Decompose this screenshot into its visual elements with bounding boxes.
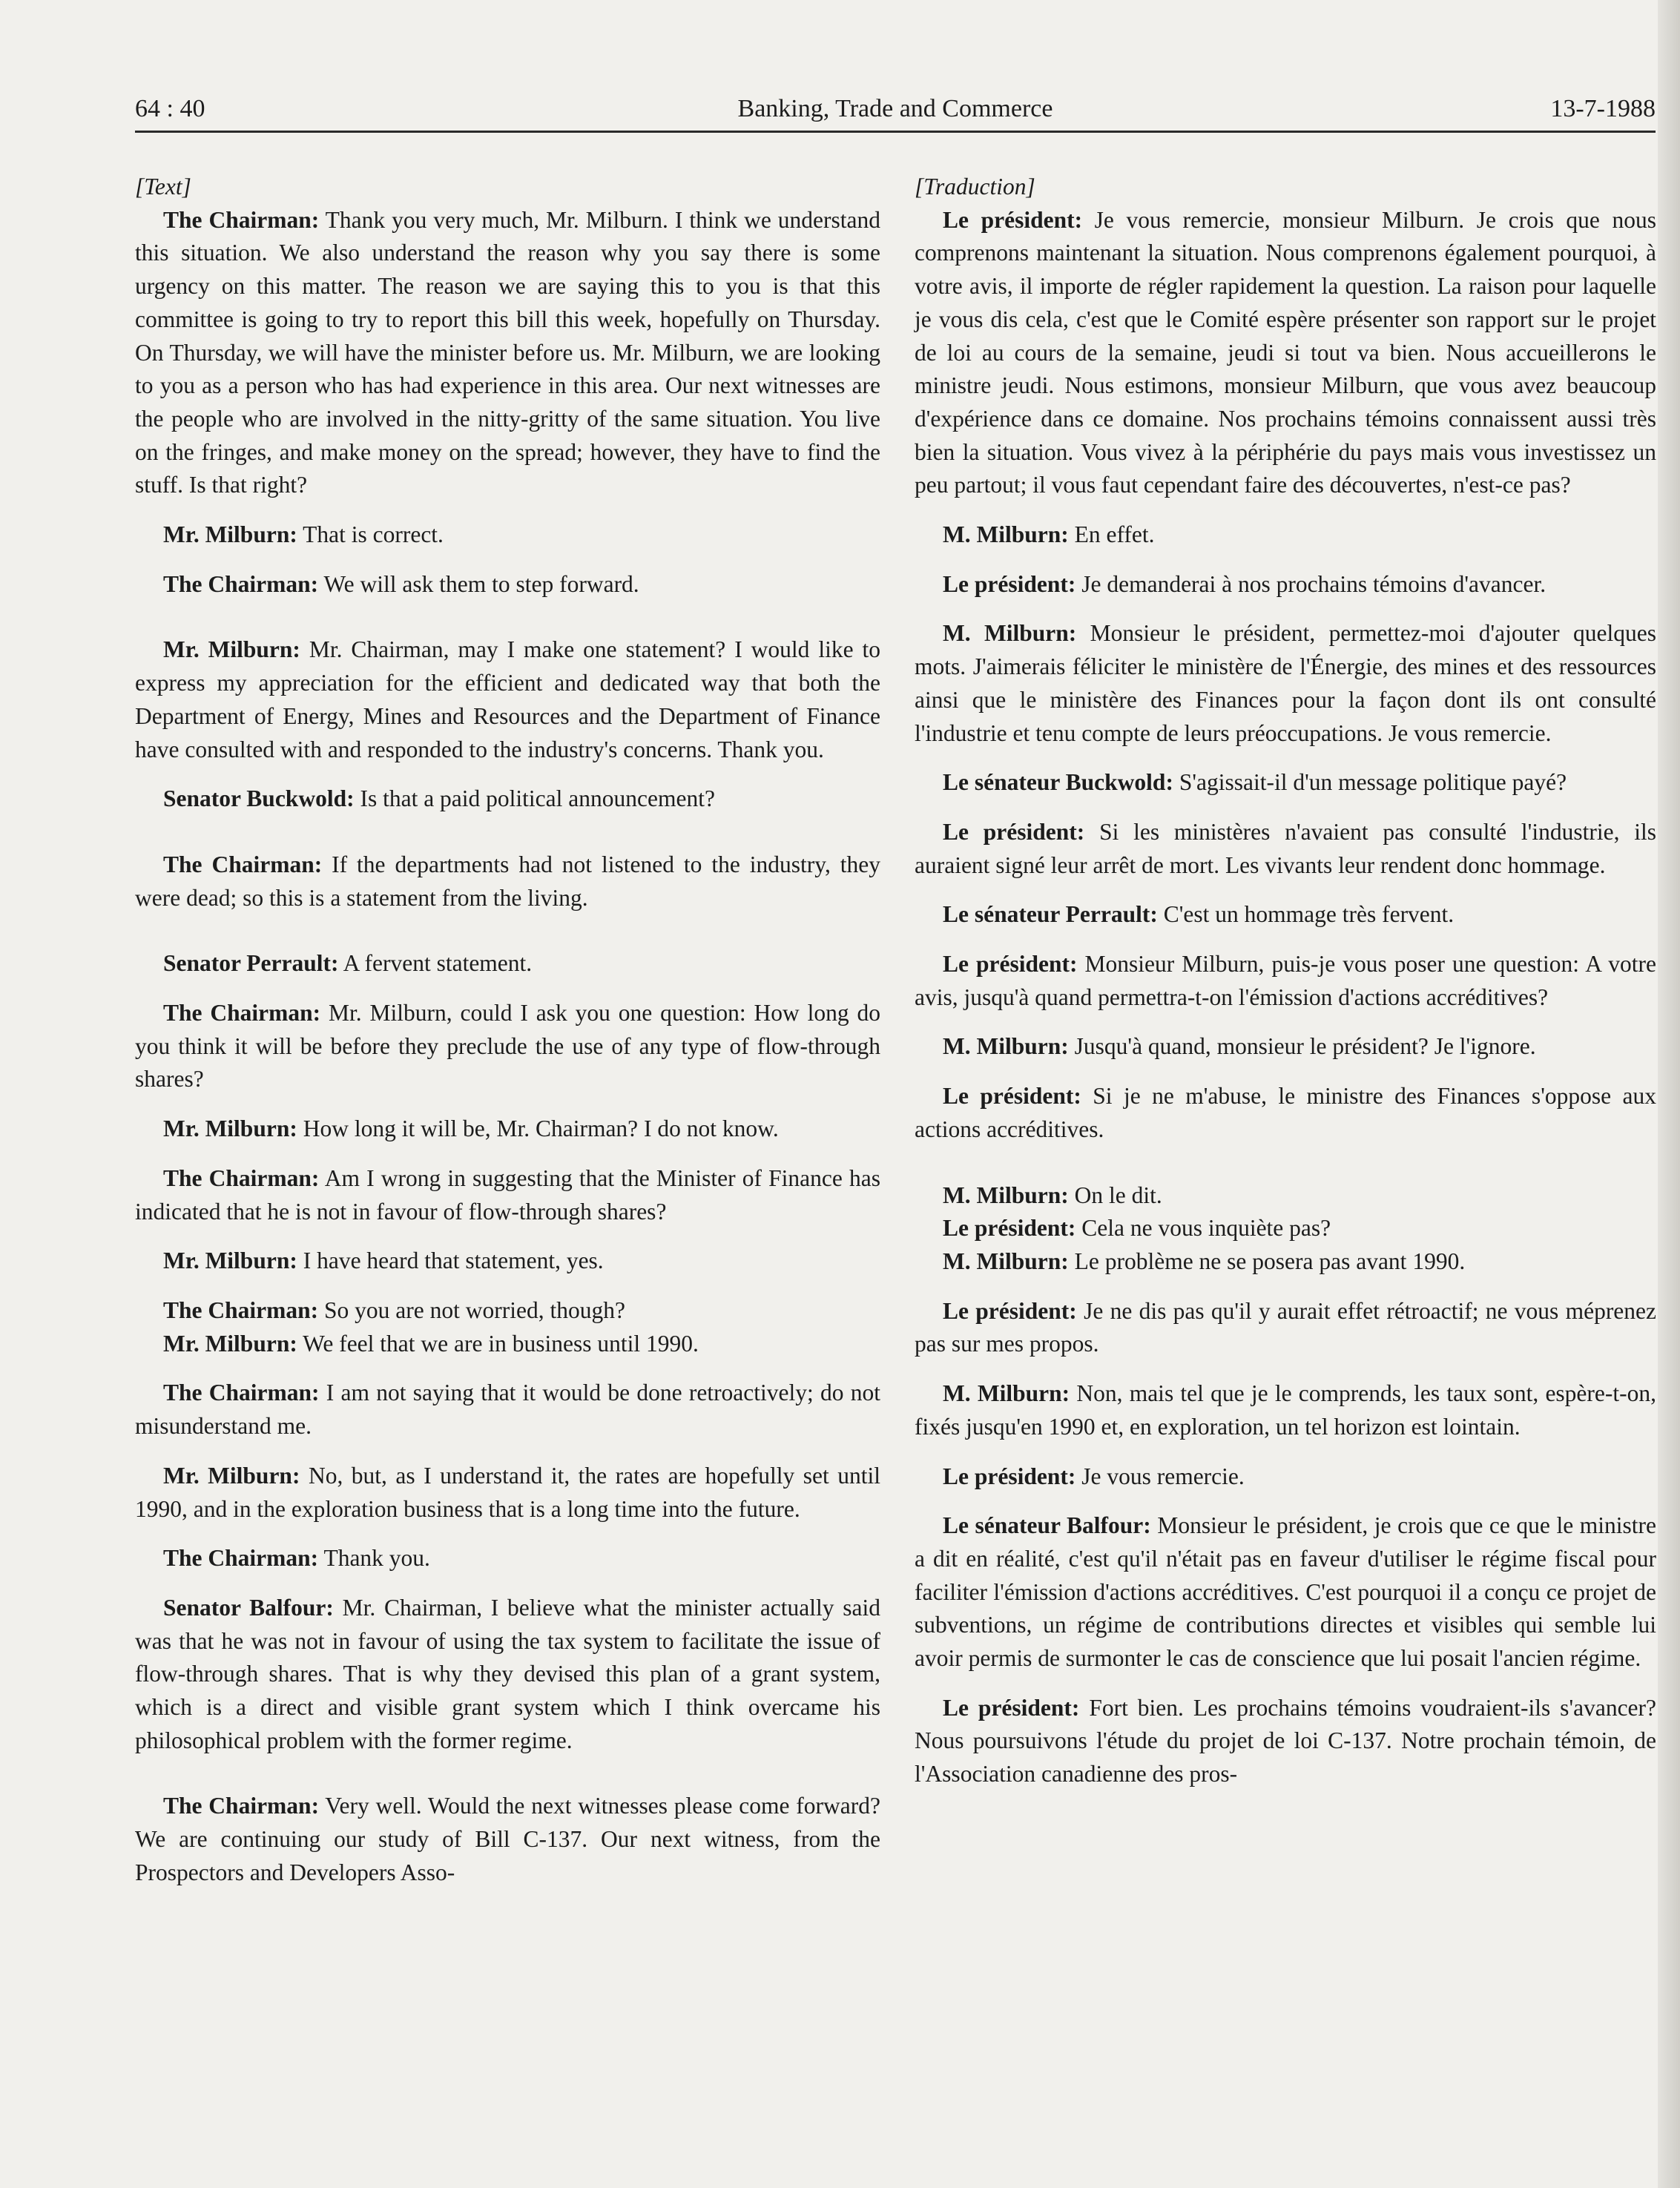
- speaker-label: Le président:: [943, 1463, 1076, 1489]
- speaker-label: The Chairman:: [163, 1793, 320, 1819]
- page-header: [135, 92, 1656, 133]
- en-paragraph-16: [135, 1542, 880, 1575]
- speech-text: En effet.: [1068, 521, 1155, 548]
- speaker-label: Mr. Milburn:: [163, 1462, 300, 1489]
- speech-text: I am not saying that it would be done retroactively; do not misunderstand me.: [135, 1380, 880, 1440]
- en-paragraph-7: [135, 947, 880, 981]
- fr-paragraph-5: [915, 766, 1656, 800]
- speech-text: Very well. Would the next witnesses please come forward? We are continuing our study of Bill C-137. Our next witness, from the Prospectors and Developers Asso-: [135, 1793, 880, 1885]
- fr-paragraph-17: [915, 1509, 1656, 1675]
- en-paragraph-5: [135, 782, 880, 816]
- speech-text: I have heard that statement, yes.: [297, 1248, 604, 1274]
- speech-text: Non, mais tel que je le comprends, les taux sont, espère-t-on, fixés jusqu'en 1990 et, en exploration, un tel horizon est lointain.: [915, 1380, 1656, 1440]
- speaker-label: Le président:: [943, 570, 1076, 597]
- speaker-label: M. Milburn:: [943, 1033, 1069, 1060]
- speech-text: So you are not worried, though?: [318, 1296, 625, 1323]
- speech-text: How long it will be, Mr. Chairman? I do not know.: [297, 1116, 779, 1142]
- speech-text: Jusqu'à quand, monsieur le président? Je l'ignore.: [1068, 1033, 1536, 1060]
- speech-text: Fort bien. Les prochains témoins voudraient-ils s'avancer? Nous poursuivons l'étude du projet de loi C-137. Notre prochain témoin, de l'Association canadienne des pros-: [915, 1694, 1657, 1787]
- speech-text: Cela ne vous inquiète pas?: [1075, 1215, 1331, 1242]
- speech-text: S'agissait-il d'un message politique payé?: [1173, 769, 1567, 796]
- header-date: 13-7-1988: [1550, 95, 1656, 122]
- en-paragraph-1: [135, 204, 880, 502]
- en-paragraph-4: [135, 633, 880, 766]
- en-paragraph-6: [135, 848, 880, 915]
- speech-text: Thank you very much, Mr. Milburn. I think we understand this situation. We also understand the reason why you say there is some urgency on this matter. The reason we are saying this to you is that this committee is going to try to report this bill this week, hopefully on Thursday. On Thursday, we will have the minister before us. Mr. Milburn, we are looking to you as a person who has had experience in this area. Our next witnesses are the people who are involved in the nitty-gritty of the same situation. You live on the fringes, and make money on the spread; however, they have to find the stuff. Is that right?: [135, 206, 880, 498]
- speaker-label: Le sénateur Buckwold:: [943, 769, 1173, 796]
- speech-text: Je demanderai à nos prochains témoins d'avancer.: [1075, 570, 1546, 597]
- speaker-label: The Chairman:: [163, 206, 320, 233]
- speech-text: C'est un hommage très fervent.: [1157, 901, 1455, 928]
- fr-paragraph-6: [915, 816, 1656, 882]
- speech-text: A fervent statement.: [338, 950, 533, 977]
- speaker-label: Mr. Milburn:: [163, 636, 300, 663]
- en-paragraph-3: [135, 568, 880, 602]
- speaker-label: The Chairman:: [163, 1380, 320, 1406]
- en-paragraph-18: [135, 1790, 880, 1889]
- speaker-label: M. Milburn:: [943, 1248, 1069, 1274]
- speech-text: Monsieur Milburn, puis-je vous poser une question: A votre avis, jusqu'à quand permettra-t-on l'émission d'actions accréditives?: [915, 951, 1657, 1010]
- speaker-label: The Chairman:: [163, 1164, 320, 1191]
- fr-paragraph-4: [915, 617, 1656, 750]
- speech-text: Si les ministères n'avaient pas consulté l'industrie, ils auraient signé leur arrêt de mort. Les vivants leur rendent donc hommage.: [915, 818, 1657, 878]
- speech-text: Le problème ne se posera pas avant 1990.: [1068, 1248, 1466, 1274]
- speaker-label: Le président:: [943, 1297, 1077, 1324]
- english-column: [135, 171, 880, 1890]
- french-language-tag: [Traduction]: [915, 174, 1035, 200]
- speaker-label: Mr. Milburn:: [163, 1116, 297, 1142]
- speaker-label: Le président:: [943, 206, 1083, 233]
- fr-paragraph-1: [915, 204, 1656, 502]
- en-paragraph-15: [135, 1460, 880, 1526]
- english-language-tag: [Text]: [135, 174, 191, 200]
- speaker-label: Le sénateur Perrault:: [943, 901, 1158, 928]
- speaker-label: Senator Balfour:: [163, 1594, 334, 1621]
- speaker-label: The Chairman:: [163, 1545, 319, 1572]
- speech-text: We feel that we are in business until 1990.: [297, 1330, 699, 1357]
- speaker-label: M. Milburn:: [943, 1182, 1069, 1208]
- speaker-label: Senator Perrault:: [163, 950, 339, 977]
- fr-paragraph-12: [915, 1212, 1656, 1245]
- speaker-label: Mr. Milburn:: [163, 1330, 297, 1357]
- fr-paragraph-13: [915, 1245, 1656, 1279]
- en-paragraph-2: [135, 518, 880, 552]
- speaker-label: Le président:: [943, 951, 1078, 978]
- en-paragraph-10: [135, 1162, 880, 1228]
- speech-text: That is correct.: [297, 521, 444, 548]
- speaker-label: Mr. Milburn:: [163, 1248, 297, 1274]
- speech-text: Monsieur le président, je crois que ce que le ministre a dit en réalité, c'est qu'il n'était pas en faveur d'utiliser le régime fiscal pour faciliter l'émission d'actions accréditives. C'est pourquoi il a conçu ce projet de subventions, un régime de contributions directes et visibles qui semble lui avoir permis de surmonter le cas de conscience que lui posait l'ancien régime.: [915, 1512, 1656, 1672]
- header-page-number: 64 : 40: [135, 95, 205, 122]
- fr-paragraph-10: [915, 1080, 1656, 1146]
- speaker-label: Le président:: [943, 1694, 1080, 1721]
- speaker-label: The Chairman:: [163, 1296, 319, 1323]
- speech-text: Je vous remercie.: [1075, 1463, 1245, 1489]
- fr-paragraph-3: [915, 568, 1656, 602]
- speaker-label: Le président:: [943, 1215, 1076, 1242]
- fr-paragraph-9: [915, 1030, 1656, 1064]
- en-paragraph-8: [135, 997, 880, 1096]
- speech-text: Je vous remercie, monsieur Milburn. Je crois que nous comprenons maintenant la situation. Nous comprenons également pourquoi, à votre avis, il importe de régler rapidement la question. La raison pour laquelle je vous dis cela, c'est que le Comité espère présenter son rapport sur le projet de loi au cours de la semaine, jeudi si tout va bien. Nous accueillerons le ministre jeudi. Nous estimons, monsieur Milburn, que vous avez beaucoup d'expérience dans ce domaine. Nos prochains témoins connaissent aussi très bien la situation. Vous vivez à la périphérie du pays mais vous investissez un peu partout; il vous faut cependant faire des découvertes, n'est-ce pas?: [915, 206, 1656, 498]
- speaker-label: M. Milburn:: [943, 1380, 1070, 1407]
- speech-text: Mr. Chairman, may I make one statement? I would like to express my appreciation for the efficient and dedicated way that both the Department of Energy, Mines and Resources and the Department of Finance have consulted with and responded to the industry's concerns. Thank you.: [135, 636, 881, 762]
- speech-text: Mr. Milburn, could I ask you one question: How long do you think it will be before they preclude the use of any type of flow-through shares?: [135, 1000, 880, 1093]
- en-paragraph-11: [135, 1245, 880, 1278]
- speech-text: We will ask them to step forward.: [318, 570, 639, 597]
- speech-text: Mr. Chairman, I believe what the minister actually said was that he was not in favour of using the tax system to facilitate the issue of flow-through shares. That is why they devised this plan of a grant system, which is a direct and visible grant system which I think overcame his philosophical problem with the former regime.: [135, 1594, 880, 1753]
- speaker-label: M. Milburn:: [943, 521, 1069, 548]
- speech-text: Am I wrong in suggesting that the Minister of Finance has indicated that he is not in favour of flow-through shares?: [135, 1164, 880, 1225]
- fr-paragraph-7: [915, 898, 1656, 932]
- fr-paragraph-15: [915, 1377, 1656, 1443]
- en-paragraph-14: [135, 1377, 880, 1443]
- fr-paragraph-2: [915, 518, 1656, 552]
- speech-text: If the departments had not listened to the industry, they were dead; so this is a statement from the living.: [135, 851, 880, 911]
- en-paragraph-12: [135, 1294, 880, 1328]
- speech-text: Je ne dis pas qu'il y aurait effet rétroactif; ne vous méprenez pas sur mes propos.: [915, 1297, 1657, 1357]
- en-paragraph-17: [135, 1592, 880, 1758]
- fr-paragraph-16: [915, 1460, 1656, 1494]
- speaker-label: Mr. Milburn:: [163, 521, 297, 548]
- fr-paragraph-8: [915, 948, 1656, 1014]
- speaker-label: M. Milburn:: [943, 620, 1077, 647]
- speech-text: Monsieur le président, permettez-moi d'ajouter quelques mots. J'aimerais féliciter le ministère de l'Énergie, des mines et des ressources ainsi que le ministère des Finances pour la façon dont ils ont consulté l'industrie et tenu compte de leurs préoccupations. Je vous remercie.: [915, 620, 1656, 746]
- fr-paragraph-11: [915, 1179, 1656, 1213]
- en-paragraph-13: [135, 1328, 880, 1361]
- header-title: Banking, Trade and Commerce: [737, 95, 1053, 122]
- speaker-label: Le président:: [943, 818, 1085, 845]
- speaker-label: Le président:: [943, 1083, 1081, 1110]
- speaker-label: The Chairman:: [163, 1000, 321, 1027]
- speaker-label: The Chairman:: [163, 851, 323, 877]
- speaker-label: Le sénateur Balfour:: [943, 1512, 1151, 1539]
- en-paragraph-9: [135, 1113, 880, 1146]
- fr-paragraph-14: [915, 1295, 1656, 1361]
- speech-text: Si je ne m'abuse, le ministre des Finances s'oppose aux actions accréditives.: [915, 1083, 1656, 1142]
- speaker-label: The Chairman:: [163, 570, 319, 597]
- speech-text: Thank you.: [318, 1545, 430, 1572]
- speech-text: On le dit.: [1068, 1182, 1162, 1208]
- speech-text: Is that a paid political announcement?: [354, 785, 715, 812]
- speech-text: No, but, as I understand it, the rates are hopefully set until 1990, and in the exploration business that is a long time into the future.: [135, 1462, 880, 1522]
- page-spine-shadow: [1658, 0, 1680, 2188]
- french-column: [915, 171, 1656, 1791]
- fr-paragraph-18: [915, 1692, 1656, 1791]
- speaker-label: Senator Buckwold:: [163, 785, 355, 812]
